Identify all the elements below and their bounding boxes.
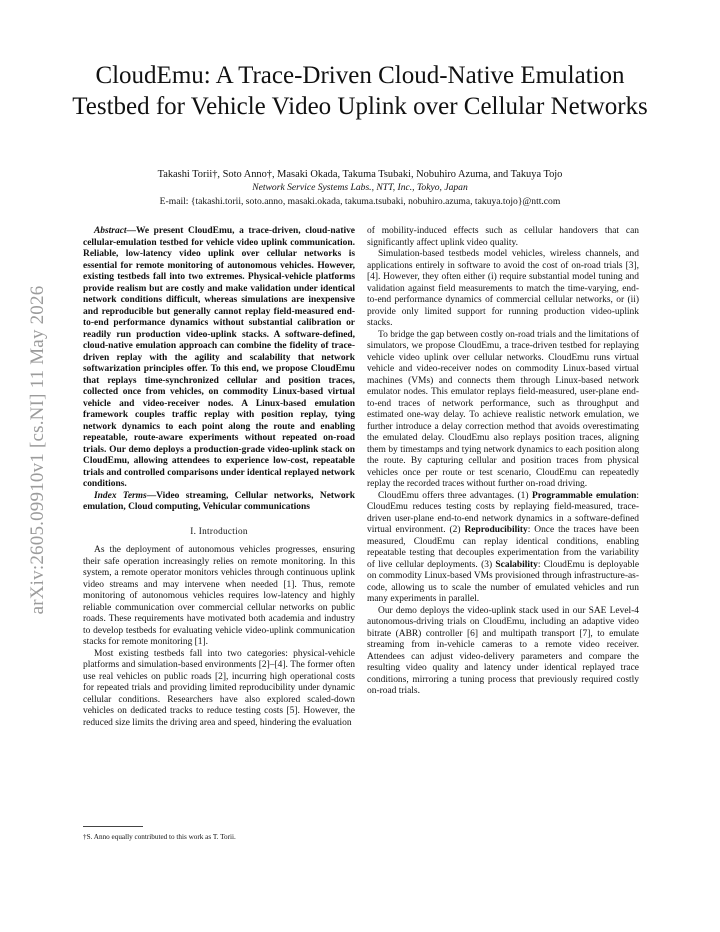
intro-continuation: of mobility-induced effects such as cellular handovers that can significantly affect uplink video quality. — [367, 226, 639, 248]
right-column — [367, 226, 639, 698]
affiliation: Network Service Systems Labs., NTT, Inc., Tokyo, Japan — [252, 182, 468, 193]
advantages-paragraph: CloudEmu offers three advantages. (1) Programmable emulation: CloudEmu reduces testing costs by replaying field-measured, trace-driven user-plane end-to-end network dynamics in a software-defined virtual environment. (2) Reproducibility: Once the traces have been measured, CloudEmu can replay identical conditions, enabling repeatable testing that decouples experimentation from the variability of live cellular deployments. (3) Scalability: CloudEmu is deployable on commodity Linux-based VMs provisioned through infrastructure-as-code, allowing us to scale the number of emulated vehicles and run many experiments in parallel. — [367, 490, 640, 604]
abstract-text: —We present CloudEmu, a trace-driven, cloud-native cellular-emulation testbed for vehicle video uplink communication. Reliable, low-latency video uplink over cellular networks is essential for remote monitoring of autonomous vehicles. However, existing testbeds fall into two extremes. Physical-vehicle platforms provide realism but are costly and make validation under identical network conditions difficult, whereas simulations are inexpensive and reproducible but generally cannot replay field-measured end-to-end performance dynamics without substantial calibration or readily run production video-uplink stacks. A software-defined, cloud-native emulation approach can combine the fidelity of trace-driven replay with the agility and scalability that network softwarization principles offer. To this end, we propose CloudEmu that replays time-synchronized cellular and position traces, collected once from vehicles, on commodity Linux-based virtual vehicle and video-receiver nodes. A Linux-based emulation framework couples traffic replay with position replay, tying network dynamics to each point along the route and enabling repeatable, route-aware experiments without repeated on-road trials. Our demo deploys a production-grade video-uplink stack on CloudEmu, allowing attendees to experience low-cost, repeatable trials and controlled comparisons under identical replayed network conditions. — [83, 226, 355, 489]
advantage-1-label: Programmable emulation — [531, 490, 637, 501]
footnote: †S. Anno equally contributed to this work as T. Torii. — [83, 833, 236, 841]
index-terms-text: —Video streaming, Cellular networks, Network emulation, Cloud computing, Vehicular communications — [83, 490, 355, 512]
left-column — [83, 226, 355, 729]
section-heading-introduction: I. Introduction — [190, 525, 248, 536]
paper-title: CloudEmu: A Trace-Driven Cloud-Native Emulation Testbed for Vehicle Video Uplink over Cellular Networks — [72, 62, 648, 120]
abstract-label: Abstract — [94, 226, 127, 236]
intro-paragraph-2: Most existing testbeds fall into two categories: physical-vehicle platforms and simulation-based environments [2]–[4]. The former often use real vehicles on public roads [2], incurring high operational costs for repeated trials and providing limited reproducibility under dynamic cellular conditions. Researchers have also explored scaled-down vehicles on dedicated tracks to reduce testing costs [5]. However, the reduced size limits the driving area and speed, hindering the evaluation — [83, 648, 355, 728]
intro-paragraph-1: As the deployment of autonomous vehicles progresses, ensuring their safe operation increasingly relies on remote monitoring. In this system, a remote operator monitors vehicles through continuous uplink video streams and may intervene when needed [1]. Thus, remote monitoring of autonomous vehicles requires low-latency and highly reliable communication over commercial cellular networks on public roads. These requirements have motivated both academia and industry to develop testbeds for evaluating vehicle video-uplink communication stacks for remote monitoring [1]. — [83, 545, 355, 647]
advantage-2-label: Reproducibility — [464, 525, 528, 535]
footnote-rule — [83, 826, 143, 827]
intro-paragraph-3: Simulation-based testbeds model vehicles, wireless channels, and applications entirely in software to avoid the cost of on-road trials [3], [4]. However, they often either (i) require substantial model tuning and validation against field measurements to match the time-varying, end-to-end performance dynamics of commercial cellular networks, or (ii) provide only limited support for running production video-uplink stacks. — [367, 249, 639, 328]
index-terms — [83, 491, 355, 514]
arxiv-identifier: arXiv:2605.09910v1 [cs.NI] 11 May 2026 — [27, 285, 48, 615]
author-list: Takashi Torii†, Soto Anno†, Masaki Okada, Takuma Tsubaki, Nobuhiro Azuma, and Takuya Tojo — [157, 169, 563, 180]
abstract — [83, 226, 355, 491]
index-terms-label: Index Terms — [94, 490, 147, 501]
intro-paragraph-4: To bridge the gap between costly on-road trials and the limitations of simulators, we propose CloudEmu, a trace-driven testbed for replaying vehicle video uplink over cellular networks. CloudEmu runs virtual vehicle and video-receiver nodes on commodity Linux-based virtual machines (VMs) and connects them through Linux-based network emulator nodes. This emulator replays field-measured, user-plane end-to-end traces of network performance, such as throughput and estimated one-way delay. To achieve realistic network emulation, we further introduce a delay correction method that avoids overestimating the emulated delay. CloudEmu also replays position traces, aligning them by timestamps and tying network dynamics to each position along the route. By capturing cellular and position traces from physical vehicles once per route or test scenario, CloudEmu can repeatedly replay the recorded traces without further on-road driving. — [367, 329, 639, 489]
advantage-3-label: Scalability — [495, 559, 538, 570]
author-emails: E-mail: {takashi.torii, soto.anno, masaki.okada, takuma.tsubaki, nobuhiro.azuma, takuya.tojo}@ntt.com — [159, 196, 561, 207]
intro-paragraph-6: Our demo deploys the video-uplink stack used in our SAE Level-4 autonomous-driving trials on CloudEmu, including an adaptive video bitrate (ABR) controller [6] and multipath transport [7], to emulate streaming from in-vehicle cameras to a remote video receiver. Attendees can adjust video-delivery parameters and compare the resulting video quality and latency under identical replayed trace conditions, mirroring a tuning process that previously required costly on-road trials. — [367, 605, 639, 696]
